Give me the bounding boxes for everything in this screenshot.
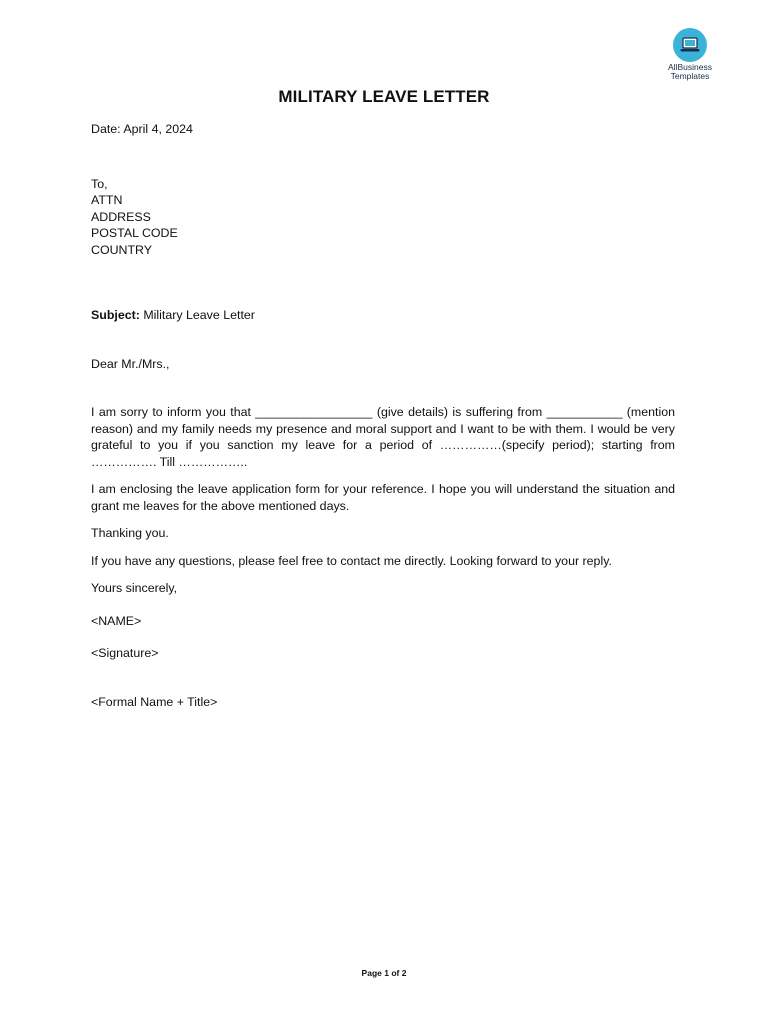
address-line: ADDRESS <box>91 209 151 224</box>
address-country: COUNTRY <box>91 242 153 257</box>
sender-name: <NAME> <box>91 613 142 628</box>
questions-line: If you have any questions, please feel free to contact me directly. Looking forward to your reply. <box>91 553 612 568</box>
logo-circle <box>673 28 707 62</box>
page-number: Page 1 of 2 <box>361 968 407 978</box>
thanks-line: Thanking you. <box>91 526 169 540</box>
laptop-icon <box>680 37 700 53</box>
address-to: To, <box>91 176 108 191</box>
letter-salutation: Dear Mr./Mrs., <box>91 356 170 371</box>
address-postal-code: POSTAL CODE <box>91 226 178 240</box>
subject-text: Military Leave Letter <box>139 308 255 322</box>
recipient-address <box>91 176 675 259</box>
closing-line: Yours sincerely, <box>91 581 178 595</box>
body-paragraph-2: I am enclosing the leave application form for your reference. I hope you will understand the situation and grant me leaves for the above mentioned days. <box>91 482 675 513</box>
address-attn: ATTN <box>91 193 123 207</box>
brand-logo <box>662 28 718 81</box>
sender-signature: <Signature> <box>91 646 159 660</box>
document-title: MILITARY LEAVE LETTER <box>278 87 490 106</box>
subject-label: Subject: <box>91 308 140 322</box>
logo-text-line2: Templates <box>670 71 710 81</box>
sender-formal-name: <Formal Name + Title> <box>91 694 218 709</box>
letter-date: Date: April 4, 2024 <box>91 122 193 136</box>
letter-subject <box>91 307 675 324</box>
letter-body <box>91 121 675 710</box>
body-paragraph-1: I am sorry to inform you that _________________ (give details) is suffering from ___________ (mention reason) and my family needs my presence and moral support and I want to be with them. I would be very grateful to you if you sanction my leave for a period of ……………(specify period); starting from ……………. Till …………….. <box>91 405 675 469</box>
logo-text <box>662 63 718 81</box>
logo-text-line1: AllBusiness <box>668 62 712 72</box>
